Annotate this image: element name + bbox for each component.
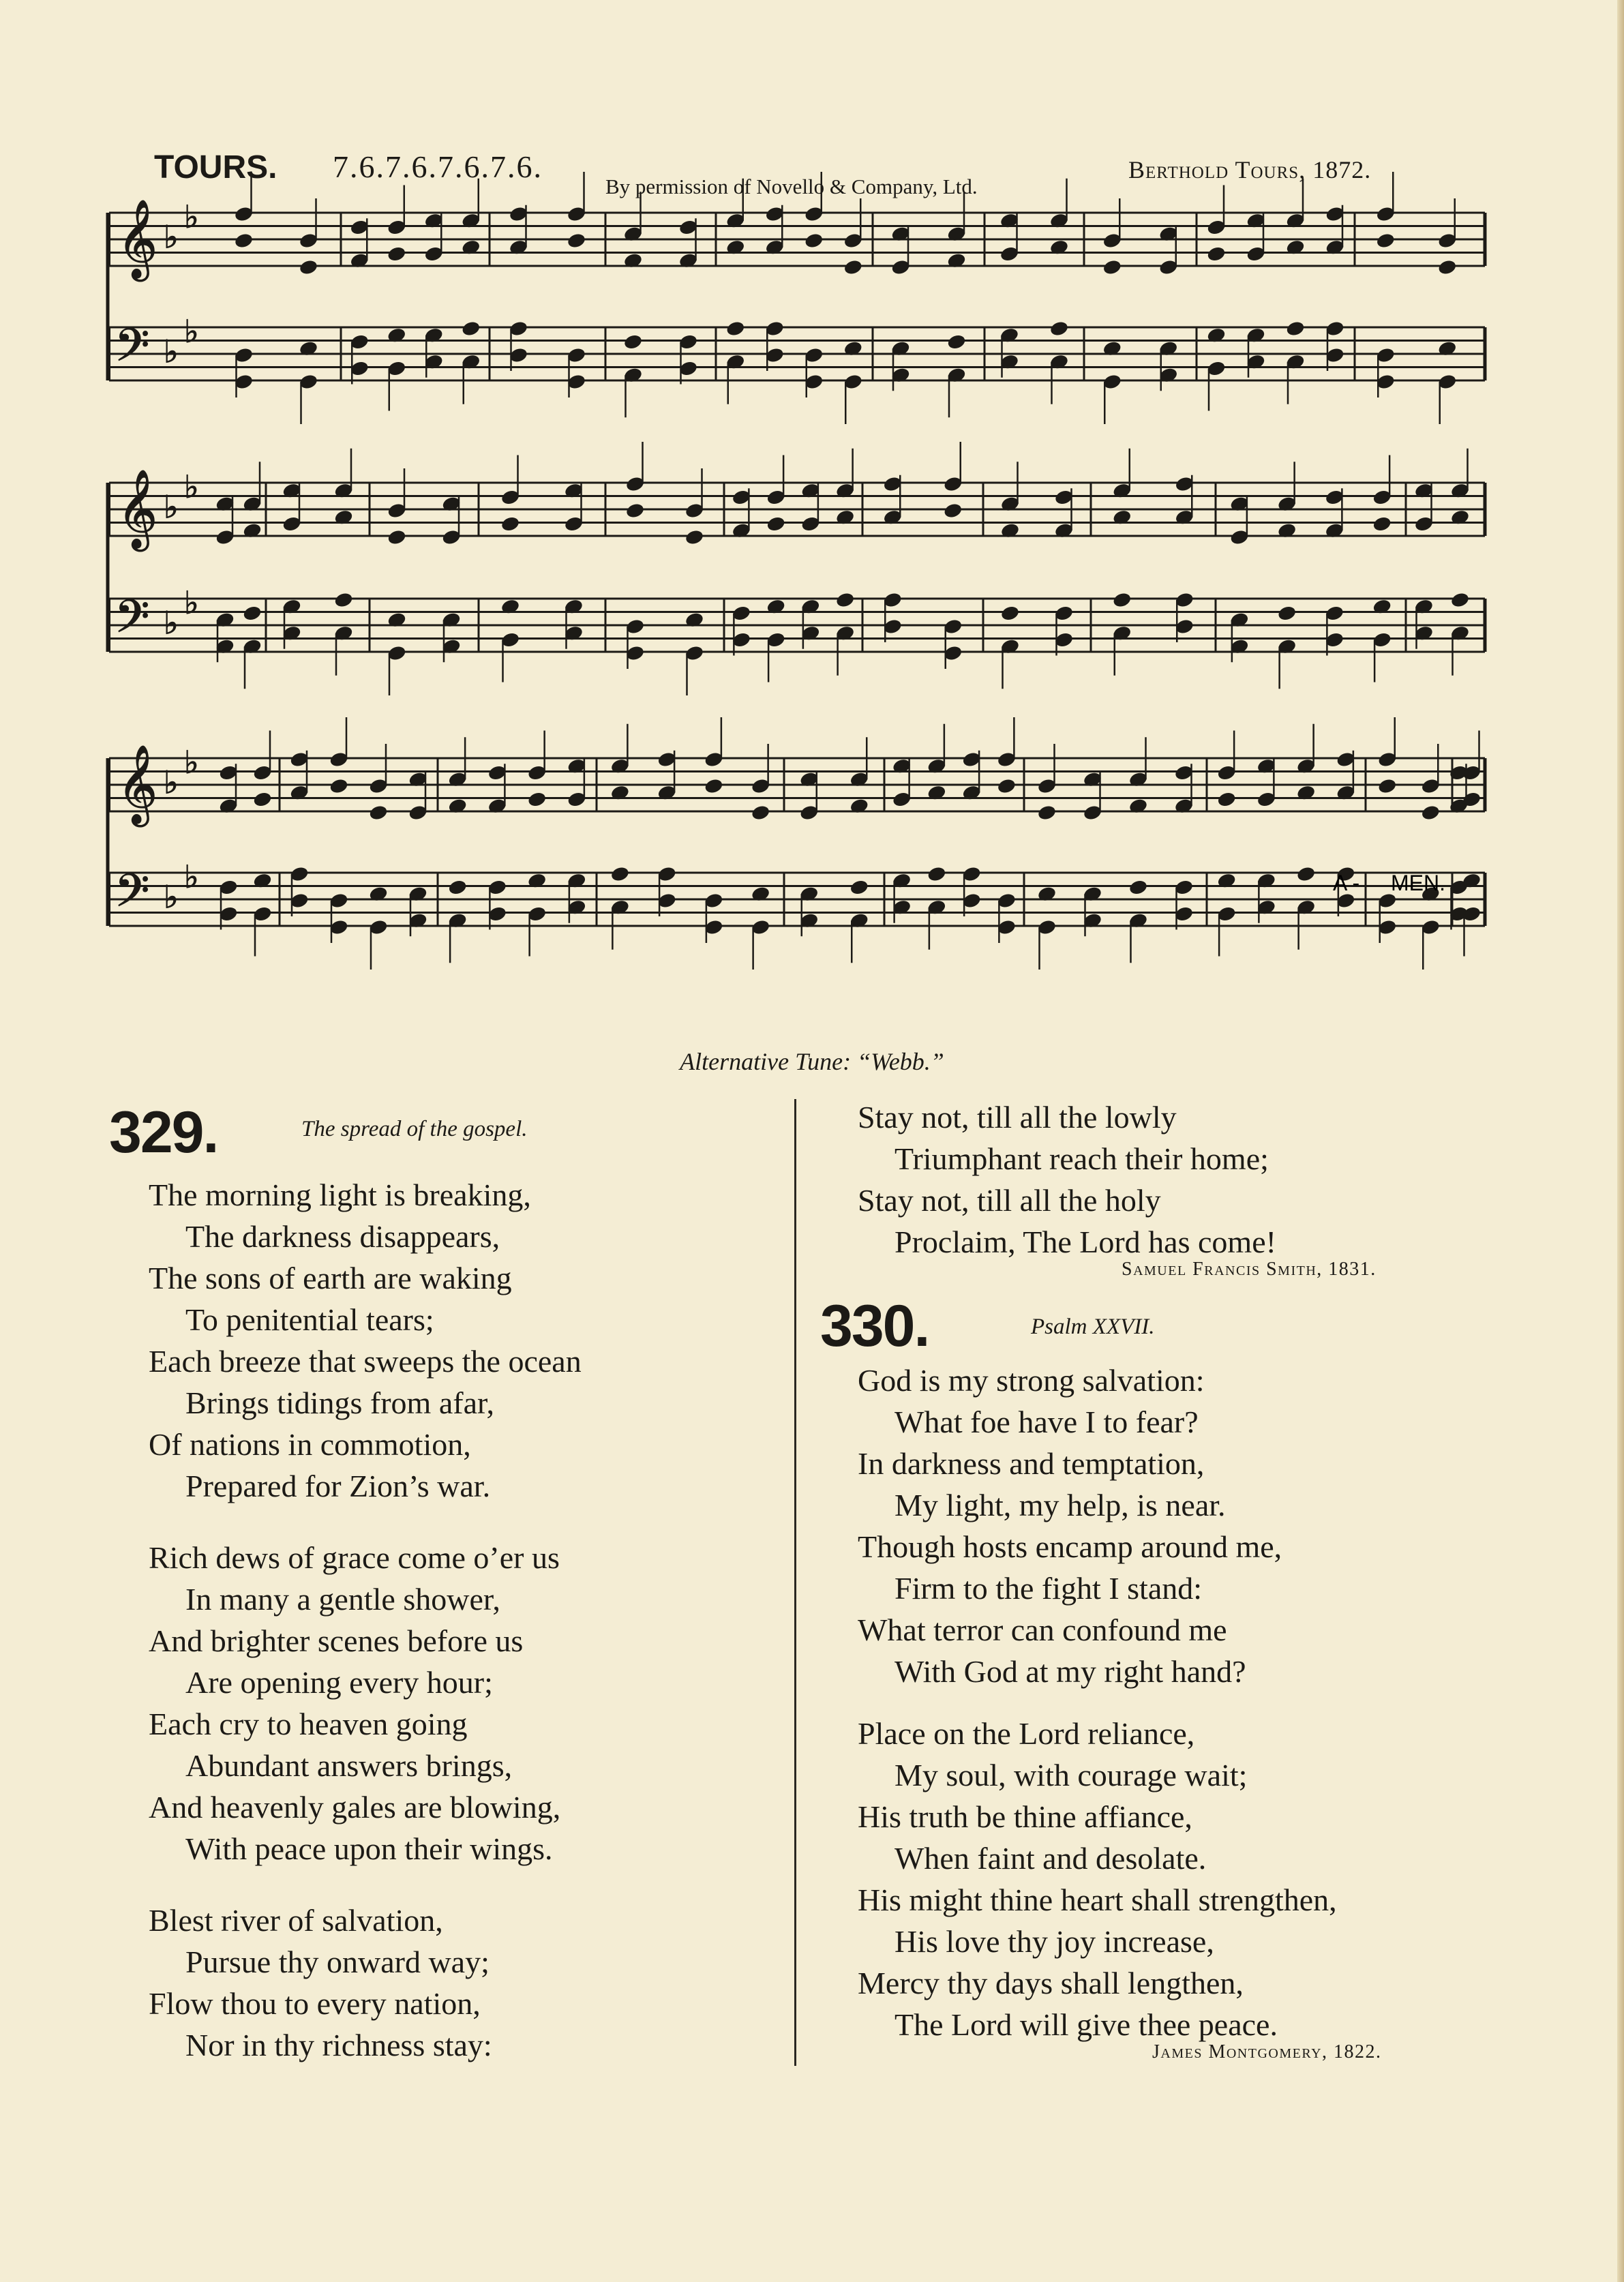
note-head	[253, 791, 272, 807]
verse-line: Each breeze that sweeps the ocean	[149, 1344, 582, 1379]
note-head	[835, 592, 854, 608]
note-head	[849, 879, 869, 895]
note-head	[625, 502, 644, 519]
verse-line: His love thy joy increase,	[894, 1924, 1214, 1959]
verse-line: Rich dews of grace come o’er us	[149, 1540, 560, 1575]
bass-clef-icon: 𝄢	[115, 319, 150, 382]
verse-line: Firm to the fight I stand:	[894, 1571, 1203, 1606]
verse-line: His might thine heart shall strengthen,	[858, 1882, 1337, 1917]
note-head	[997, 778, 1016, 794]
treble-clef-icon: 𝄞	[117, 198, 158, 278]
column-divider	[794, 1099, 796, 2066]
verse-line: In darkness and temptation,	[858, 1446, 1205, 1481]
note-head	[1376, 232, 1395, 249]
treble-clef-icon: 𝄞	[117, 468, 158, 548]
treble-clef-icon: 𝄞	[117, 744, 158, 824]
hymn-number: 329.	[109, 1100, 218, 1165]
note-head	[1450, 592, 1469, 608]
verse-line: Mercy thy days shall lengthen,	[858, 1966, 1244, 2000]
flat-sign-icon: ♭	[184, 858, 199, 895]
note-head	[1421, 805, 1440, 821]
tune-meter: 7.6.7.6.7.6.7.6.	[333, 149, 543, 184]
note-head	[1113, 592, 1132, 608]
note-head	[299, 259, 318, 275]
verse-line: His truth be thine affiance,	[858, 1799, 1192, 1834]
note-head	[1277, 605, 1296, 621]
note-head	[726, 320, 745, 337]
note-head	[766, 515, 785, 532]
note-head	[243, 605, 262, 621]
note-head	[1037, 805, 1056, 821]
note-head	[1378, 778, 1397, 794]
verse-line: In many a gentle shower,	[185, 1582, 500, 1617]
flat-sign-icon: ♭	[164, 218, 179, 256]
tune-name: TOURS.	[154, 149, 277, 185]
verse-line: My soul, with courage wait;	[894, 1758, 1248, 1792]
note-head	[329, 778, 348, 794]
verse-line: Each cry to heaven going	[149, 1707, 468, 1741]
hymn-329-stanza-1	[149, 1174, 582, 1507]
verse-line: Flow thou to every nation,	[149, 1986, 481, 2021]
note-head	[1000, 605, 1019, 621]
note-head	[1128, 879, 1147, 895]
verse-line: And heavenly gales are blowing,	[149, 1790, 561, 1825]
verse-line: Nor in thy richness stay:	[185, 2028, 492, 2062]
hymn-329-stanza-3a	[149, 1900, 492, 2066]
hymn-author: Samuel Francis Smith, 1831.	[1122, 1259, 1377, 1280]
amen-label-men: MEN.	[1391, 871, 1445, 895]
flat-sign-icon: ♭	[184, 468, 199, 505]
verse-line: Are opening every hour;	[185, 1665, 493, 1700]
verse-line: God is my strong salvation:	[858, 1363, 1205, 1398]
note-head	[610, 866, 629, 882]
bass-clef-icon: 𝄢	[115, 590, 150, 654]
verse-line: The Lord will give thee peace.	[894, 2007, 1278, 2042]
note-head	[1372, 515, 1392, 532]
note-head	[623, 333, 642, 350]
verse-line: The darkness disappears,	[185, 1219, 500, 1254]
flat-sign-icon: ♭	[164, 878, 179, 916]
hymn-title: Psalm XXVII.	[1031, 1315, 1155, 1339]
verse-line: Stay not, till all the holy	[858, 1183, 1161, 1218]
flat-sign-icon: ♭	[184, 584, 199, 621]
verse-line: Pursue thy onward way;	[185, 1945, 490, 1979]
verse-line: Brings tidings from afar,	[185, 1385, 494, 1420]
verse-line: When faint and desolate.	[894, 1841, 1207, 1876]
flat-sign-icon: ♭	[164, 604, 179, 642]
flat-sign-icon: ♭	[164, 764, 179, 801]
note-head	[462, 320, 481, 337]
verse-line: What terror can confound me	[858, 1612, 1227, 1647]
flat-sign-icon: ♭	[184, 198, 199, 235]
flat-sign-icon: ♭	[184, 744, 199, 781]
verse-line: Blest river of salvation,	[149, 1903, 443, 1938]
verse-line: With God at my right hand?	[894, 1654, 1246, 1689]
note-head	[527, 791, 546, 807]
hymn-number: 330.	[820, 1293, 929, 1359]
hymn-title: The spread of the gospel.	[301, 1117, 528, 1141]
note-head	[500, 515, 520, 532]
hymn-330-stanza-1	[858, 1360, 1282, 1692]
verse-line: The morning light is breaking,	[149, 1177, 531, 1212]
note-head	[369, 805, 388, 821]
verse-line: Though hosts encamp around me,	[858, 1529, 1282, 1564]
flat-sign-icon: ♭	[184, 313, 199, 350]
note-head	[1207, 245, 1226, 262]
note-head	[1049, 320, 1068, 337]
note-head	[1102, 259, 1122, 275]
verse-line: And brighter scenes before us	[149, 1623, 524, 1658]
note-head	[567, 232, 586, 249]
note-head	[805, 232, 824, 249]
note-head	[751, 805, 770, 821]
note-head	[448, 879, 467, 895]
verse-line: Prepared for Zion’s war.	[185, 1469, 491, 1503]
note-head	[387, 245, 406, 262]
amen-label-a: A -	[1333, 871, 1360, 895]
verse-line: Proclaim, The Lord has come!	[894, 1225, 1276, 1259]
composer-credit: Berthold Tours, 1872.	[1128, 156, 1372, 183]
note-head	[1438, 259, 1457, 275]
bass-clef-icon: 𝄢	[115, 865, 150, 928]
note-head	[947, 333, 966, 350]
verse-line: With peace upon their wings.	[185, 1831, 553, 1866]
permission-note: By permission of Novello & Company, Ltd.	[605, 175, 978, 198]
verse-line: Place on the Lord reliance,	[858, 1716, 1195, 1751]
verse-line: Triumphant reach their home;	[894, 1141, 1269, 1176]
verse-line: Stay not, till all the lowly	[858, 1100, 1177, 1135]
note-head	[234, 232, 253, 249]
verse-line: My light, my help, is near.	[894, 1488, 1226, 1522]
hymn-author: James Montgomery, 1822.	[1152, 2041, 1382, 2062]
note-head	[927, 866, 946, 882]
note-head	[843, 259, 862, 275]
hymn-329-stanza-3b	[858, 1096, 1276, 1263]
note-head	[704, 778, 723, 794]
verse-line: To penitential tears;	[185, 1302, 434, 1337]
hymn-330-stanza-2	[858, 1713, 1337, 2045]
music-score	[0, 0, 1624, 1043]
note-head	[685, 529, 704, 545]
alternative-tune: Alternative Tune: “Webb.”	[680, 1048, 944, 1075]
note-head	[1217, 791, 1236, 807]
note-head	[1286, 320, 1305, 337]
verse-line: The sons of earth are waking	[149, 1261, 512, 1295]
hymn-329-stanza-2	[149, 1537, 560, 1870]
verse-line: What foe have I to fear?	[894, 1405, 1199, 1439]
flat-sign-icon: ♭	[164, 488, 179, 526]
note-head	[387, 529, 406, 545]
verse-line: Of nations in commotion,	[149, 1427, 471, 1462]
note-head	[334, 592, 353, 608]
note-head	[944, 502, 963, 519]
note-head	[1296, 866, 1315, 882]
flat-sign-icon: ♭	[164, 333, 179, 370]
verse-line: Abundant answers brings,	[185, 1748, 513, 1783]
